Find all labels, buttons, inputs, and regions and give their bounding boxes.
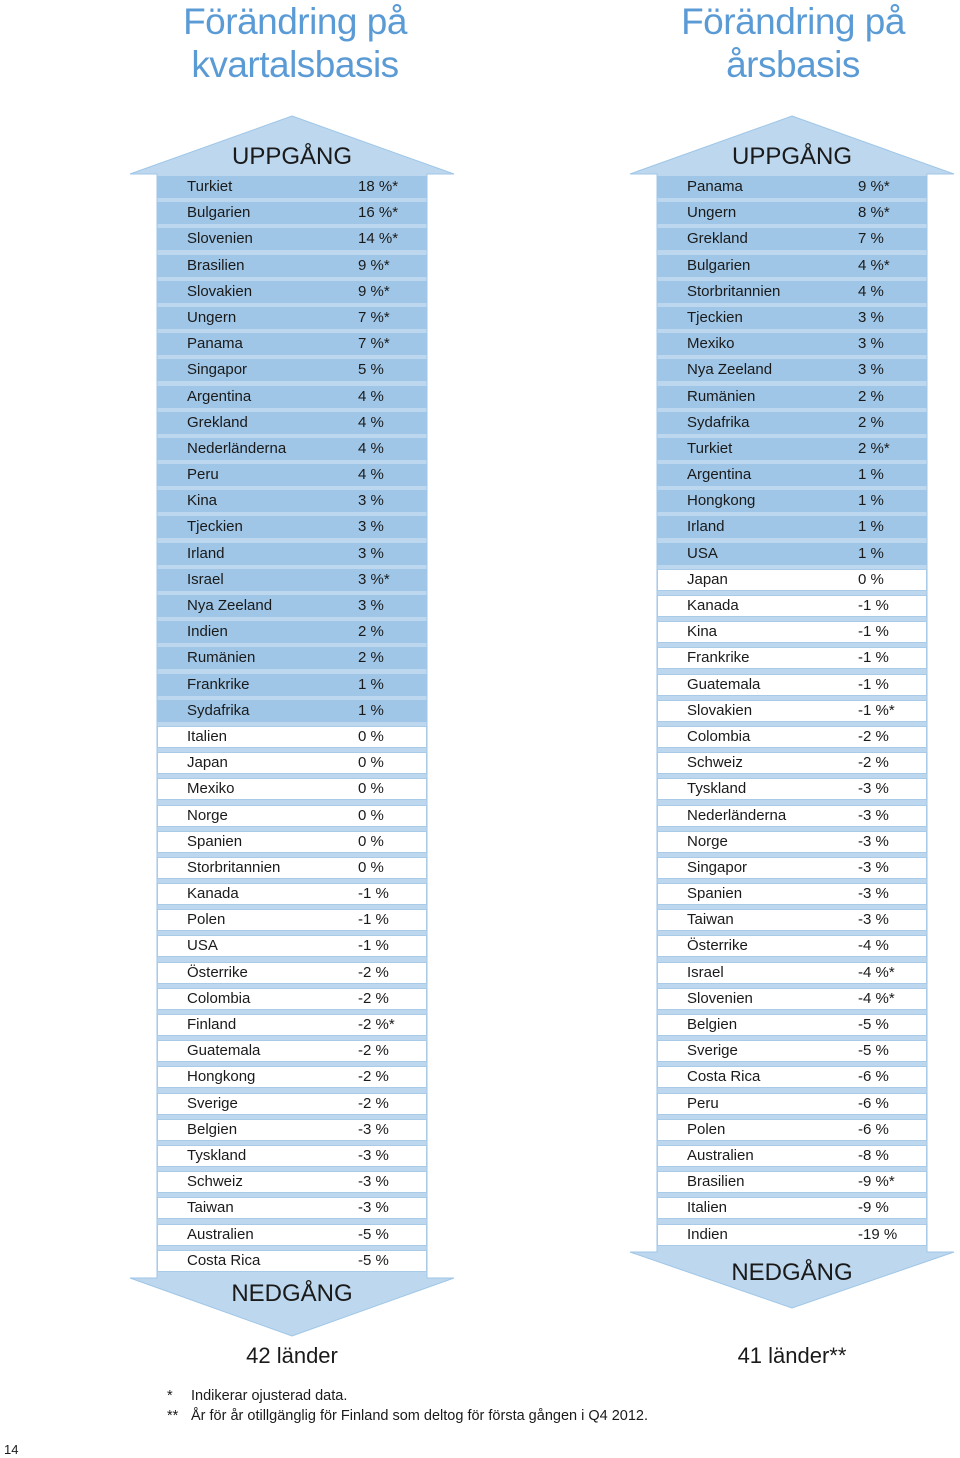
country-name: Norge (187, 806, 228, 824)
table-row (157, 1171, 427, 1193)
change-value: -3 % (858, 806, 889, 824)
country-name: Nederländerna (687, 806, 787, 824)
country-name: Bulgarien (187, 204, 251, 222)
table-row (657, 176, 927, 198)
change-value: -8 % (858, 1146, 889, 1164)
country-name: Storbritannien (187, 858, 281, 876)
country-name: Slovakien (687, 701, 753, 719)
country-name: Kina (687, 623, 718, 641)
change-value: -2 % (358, 989, 389, 1007)
country-name: Nya Zeeland (187, 597, 273, 614)
country-name: Japan (687, 570, 728, 588)
table-row (657, 1066, 927, 1088)
change-value: -1 % (858, 675, 889, 693)
country-name: Schweiz (687, 754, 743, 772)
table-row (657, 569, 927, 591)
table-row (657, 831, 927, 853)
table-row (157, 1014, 427, 1036)
country-name: Colombia (687, 727, 751, 745)
change-value: 3 % (858, 308, 884, 326)
change-value: 0 % (358, 727, 384, 745)
country-name: Singapor (687, 858, 748, 876)
table-row (157, 647, 427, 669)
table-row (657, 674, 927, 696)
country-name: Kanada (187, 885, 239, 903)
heading-quarterly-line1: Förändring på (183, 1, 407, 42)
change-value: -1 % (358, 885, 389, 903)
country-name: Rumänien (187, 649, 256, 667)
table-row (157, 1040, 427, 1062)
change-value: 7 %* (358, 308, 390, 326)
heading-yearly-line2: årsbasis (726, 44, 860, 85)
country-name: Hongkong (187, 1068, 256, 1086)
country-name: Slovenien (187, 230, 253, 248)
change-value: -5 % (858, 1042, 889, 1060)
country-name: Tyskland (187, 1146, 247, 1164)
table-row (657, 516, 927, 538)
country-name: Schweiz (187, 1173, 243, 1191)
change-value: -3 % (358, 1120, 389, 1138)
change-value: -3 % (858, 780, 889, 798)
yearly-list (657, 176, 927, 1250)
change-value: 4 % (858, 282, 884, 300)
change-value: 0 % (858, 570, 884, 588)
change-value: 1 % (858, 518, 884, 536)
change-value: 0 % (358, 754, 384, 772)
country-name: Polen (687, 1120, 726, 1138)
table-row (157, 1224, 427, 1246)
table-row (657, 805, 927, 827)
quarterly-arrow (130, 116, 455, 1341)
country-name: Italien (187, 727, 228, 745)
table-row (657, 490, 927, 512)
change-value: 4 %* (858, 256, 890, 274)
change-value: -1 % (358, 937, 389, 955)
change-value: 4 % (358, 466, 384, 484)
table-row (157, 1145, 427, 1167)
table-row (157, 909, 427, 931)
country-name: Australien (187, 1225, 254, 1243)
country-name: USA (687, 544, 718, 562)
country-name: Peru (687, 1094, 719, 1112)
country-name: Kina (187, 492, 218, 510)
table-row (657, 1145, 927, 1167)
table-row (157, 831, 427, 853)
table-row (157, 333, 427, 355)
table-row (657, 700, 927, 722)
country-name: Nya Zeeland (687, 361, 773, 379)
change-value: 2 % (858, 413, 884, 431)
change-value: -2 % (358, 1068, 389, 1086)
change-value: 0 % (358, 780, 384, 798)
change-value: 1 % (858, 492, 884, 510)
table-row (657, 307, 927, 329)
table-row (657, 909, 927, 931)
quarterly-country-count: 42 länder (246, 1343, 338, 1368)
change-value: 16 %* (358, 204, 399, 222)
change-value: -1 % (358, 911, 389, 929)
table-row (157, 438, 427, 460)
change-value: 8 %* (858, 204, 890, 222)
table-row (657, 255, 927, 277)
table-row (657, 359, 927, 381)
change-value: 3 % (858, 361, 884, 379)
table-row (157, 700, 427, 722)
table-row (657, 1171, 927, 1193)
footnote-1-mark: * (167, 1388, 173, 1404)
table-row (157, 962, 427, 984)
table-row (157, 857, 427, 879)
change-value: -5 % (858, 1016, 889, 1033)
change-value: 3 % (358, 544, 384, 562)
change-value: 7 %* (358, 335, 390, 353)
country-name: Nederländerna (187, 439, 287, 457)
change-value: 2 % (358, 649, 384, 667)
country-name: Argentina (687, 466, 752, 484)
table-row (157, 412, 427, 434)
country-name: Tyskland (687, 780, 747, 798)
heading-yearly (593, 0, 960, 86)
table-row (657, 962, 927, 984)
table-row (657, 543, 927, 565)
change-value: -9 %* (858, 1173, 895, 1191)
country-name: Turkiet (187, 178, 233, 195)
change-value: -2 %* (358, 1016, 395, 1033)
change-value: -3 % (358, 1173, 389, 1191)
quarterly-down-label: NEDGÅNG (231, 1280, 353, 1307)
table-row (657, 935, 927, 957)
country-name: Kanada (687, 597, 739, 614)
table-row (657, 438, 927, 460)
change-value: 3 % (358, 492, 384, 510)
country-name: Sverige (687, 1042, 738, 1060)
country-name: Ungern (687, 204, 737, 222)
country-name: Indien (687, 1225, 728, 1243)
change-value: -3 % (858, 911, 889, 929)
table-row (657, 1014, 927, 1036)
country-name: Norge (687, 832, 728, 850)
country-name: Israel (187, 570, 224, 588)
country-name: Australien (687, 1146, 754, 1164)
country-name: Peru (187, 466, 219, 484)
country-name: Bulgarien (687, 256, 751, 274)
change-value: 1 % (358, 701, 384, 719)
country-name: Belgien (687, 1016, 738, 1033)
change-value: -4 %* (858, 963, 895, 981)
change-value: -4 %* (858, 989, 895, 1007)
change-value: 9 %* (858, 178, 890, 195)
country-name: Italien (687, 1199, 728, 1217)
table-row (657, 228, 927, 250)
yearly-arrow (630, 116, 955, 1311)
table-row (157, 1066, 427, 1088)
country-name: Brasilien (687, 1173, 745, 1191)
table-row (157, 202, 427, 224)
country-name: Slovakien (187, 282, 253, 300)
country-name: Guatemala (687, 675, 761, 693)
change-value: -6 % (858, 1120, 889, 1138)
table-row (657, 1197, 927, 1219)
table-row (157, 988, 427, 1010)
change-value: 2 %* (858, 439, 890, 457)
country-name: Indien (187, 623, 228, 641)
country-name: Tjeckien (187, 518, 243, 536)
country-name: Ungern (187, 308, 237, 326)
change-value: 0 % (358, 858, 384, 876)
quarterly-list (157, 176, 427, 1276)
table-row (157, 464, 427, 486)
change-value: 3 %* (358, 570, 390, 588)
change-value: 1 % (858, 544, 884, 562)
table-row (157, 569, 427, 591)
heading-quarterly (95, 0, 495, 86)
change-value: -4 % (858, 937, 889, 955)
change-value: 1 % (858, 466, 884, 484)
table-row (157, 595, 427, 617)
country-name: Storbritannien (687, 282, 781, 300)
change-value: -2 % (858, 754, 889, 772)
yearly-country-count: 41 länder** (737, 1343, 847, 1368)
table-row (657, 333, 927, 355)
change-value: -2 % (358, 1042, 389, 1060)
table-row (657, 386, 927, 408)
table-row (157, 621, 427, 643)
country-name: Österrike (687, 937, 748, 955)
quarterly-up-label: UPPGÅNG (231, 143, 353, 170)
table-row (657, 778, 927, 800)
table-row (657, 281, 927, 303)
country-name: Frankrike (687, 649, 750, 667)
page-number: 14 (4, 1442, 19, 1457)
table-row (657, 883, 927, 905)
country-name: Irland (187, 544, 225, 562)
country-name: Österrike (187, 963, 248, 981)
table-row (657, 647, 927, 669)
change-value: 0 % (358, 806, 384, 824)
table-row (657, 202, 927, 224)
country-name: Spanien (187, 832, 243, 850)
table-row (157, 359, 427, 381)
change-value: -3 % (858, 885, 889, 903)
table-row (657, 412, 927, 434)
table-row (157, 307, 427, 329)
table-row (157, 516, 427, 538)
country-name: Costa Rica (687, 1068, 761, 1086)
table-row (157, 490, 427, 512)
yearly-up-label: UPPGÅNG (731, 143, 853, 170)
country-name: USA (187, 937, 218, 955)
change-value: 3 % (858, 335, 884, 353)
footnote-2-mark: ** (167, 1408, 179, 1424)
country-name: Rumänien (687, 387, 756, 405)
table-row (157, 1250, 427, 1272)
country-name: Hongkong (687, 492, 756, 510)
country-name: Polen (187, 911, 226, 929)
country-name: Turkiet (687, 439, 733, 457)
change-value: 4 % (358, 387, 384, 405)
country-name: Mexiko (687, 335, 735, 353)
country-name: Sydafrika (687, 413, 750, 431)
yearly-down-label: NEDGÅNG (731, 1259, 853, 1286)
table-row (157, 935, 427, 957)
country-name: Brasilien (187, 256, 245, 274)
table-row (157, 176, 427, 198)
country-name: Slovenien (687, 989, 753, 1007)
change-value: -19 % (858, 1225, 898, 1243)
table-row (657, 621, 927, 643)
change-value: -2 % (358, 963, 389, 981)
change-value: 4 % (358, 413, 384, 431)
table-row (157, 281, 427, 303)
change-value: -1 % (858, 597, 889, 614)
change-value: -6 % (858, 1068, 889, 1086)
country-name: Argentina (187, 387, 252, 405)
country-name: Japan (187, 754, 228, 772)
change-value: -3 % (358, 1146, 389, 1164)
change-value: 1 % (358, 675, 384, 693)
country-name: Irland (687, 518, 725, 536)
country-name: Grekland (187, 413, 248, 431)
change-value: 3 % (358, 597, 384, 614)
table-row (657, 752, 927, 774)
change-value: -2 % (358, 1094, 389, 1112)
change-value: 4 % (358, 439, 384, 457)
table-row (657, 726, 927, 748)
heading-quarterly-line2: kvartalsbasis (191, 44, 399, 85)
change-value: -1 % (858, 649, 889, 667)
country-name: Belgien (187, 1120, 238, 1138)
table-row (157, 805, 427, 827)
country-name: Singapor (187, 361, 248, 379)
change-value: -1 % (858, 623, 889, 641)
change-value: 5 % (358, 361, 384, 379)
country-name: Tjeckien (687, 308, 743, 326)
change-value: 14 %* (358, 230, 399, 248)
change-value: 3 % (358, 518, 384, 536)
country-name: Mexiko (187, 780, 235, 798)
table-row (157, 752, 427, 774)
change-value: -5 % (358, 1225, 389, 1243)
table-row (157, 543, 427, 565)
country-name: Taiwan (687, 911, 734, 929)
change-value: -5 % (358, 1251, 389, 1269)
table-row (157, 883, 427, 905)
footnote-2-text: År för år otillgänglig för Finland som deltog för första gången i Q4 2012. (191, 1408, 649, 1424)
country-name: Guatemala (187, 1042, 261, 1060)
change-value: 0 % (358, 832, 384, 850)
country-name: Sydafrika (187, 701, 250, 719)
country-name: Costa Rica (187, 1251, 261, 1269)
table-row (157, 726, 427, 748)
change-value: 18 %* (358, 178, 399, 195)
table-row (657, 464, 927, 486)
country-name: Taiwan (187, 1199, 234, 1217)
country-name: Israel (687, 963, 724, 981)
change-value: -6 % (858, 1094, 889, 1112)
country-name: Panama (187, 335, 243, 353)
table-row (657, 1119, 927, 1141)
change-value: -2 % (858, 727, 889, 745)
table-row (157, 778, 427, 800)
table-row (657, 595, 927, 617)
table-row (657, 988, 927, 1010)
change-value: -3 % (858, 858, 889, 876)
table-row (157, 255, 427, 277)
change-value: -3 % (858, 832, 889, 850)
change-value: -3 % (358, 1199, 389, 1217)
table-row (157, 386, 427, 408)
country-name: Panama (687, 178, 743, 195)
table-row (157, 228, 427, 250)
table-row (657, 1040, 927, 1062)
change-value: -9 % (858, 1199, 889, 1217)
change-value: 2 % (858, 387, 884, 405)
change-value: 7 % (858, 230, 884, 248)
table-row (157, 1093, 427, 1115)
table-row (157, 1197, 427, 1219)
country-name: Spanien (687, 885, 743, 903)
footnote-1-text: Indikerar ojusterad data. (191, 1388, 348, 1404)
country-name: Grekland (687, 230, 748, 248)
country-name: Colombia (187, 989, 251, 1007)
country-name: Finland (187, 1016, 237, 1033)
change-value: 2 % (358, 623, 384, 641)
table-row (157, 1119, 427, 1141)
table-row (657, 1093, 927, 1115)
country-name: Sverige (187, 1094, 238, 1112)
change-value: 9 %* (358, 282, 390, 300)
table-row (657, 857, 927, 879)
change-value: 9 %* (358, 256, 390, 274)
heading-yearly-line1: Förändring på (681, 1, 905, 42)
table-row (157, 674, 427, 696)
table-row (657, 1224, 927, 1246)
change-value: -1 %* (858, 701, 895, 719)
country-name: Frankrike (187, 675, 250, 693)
